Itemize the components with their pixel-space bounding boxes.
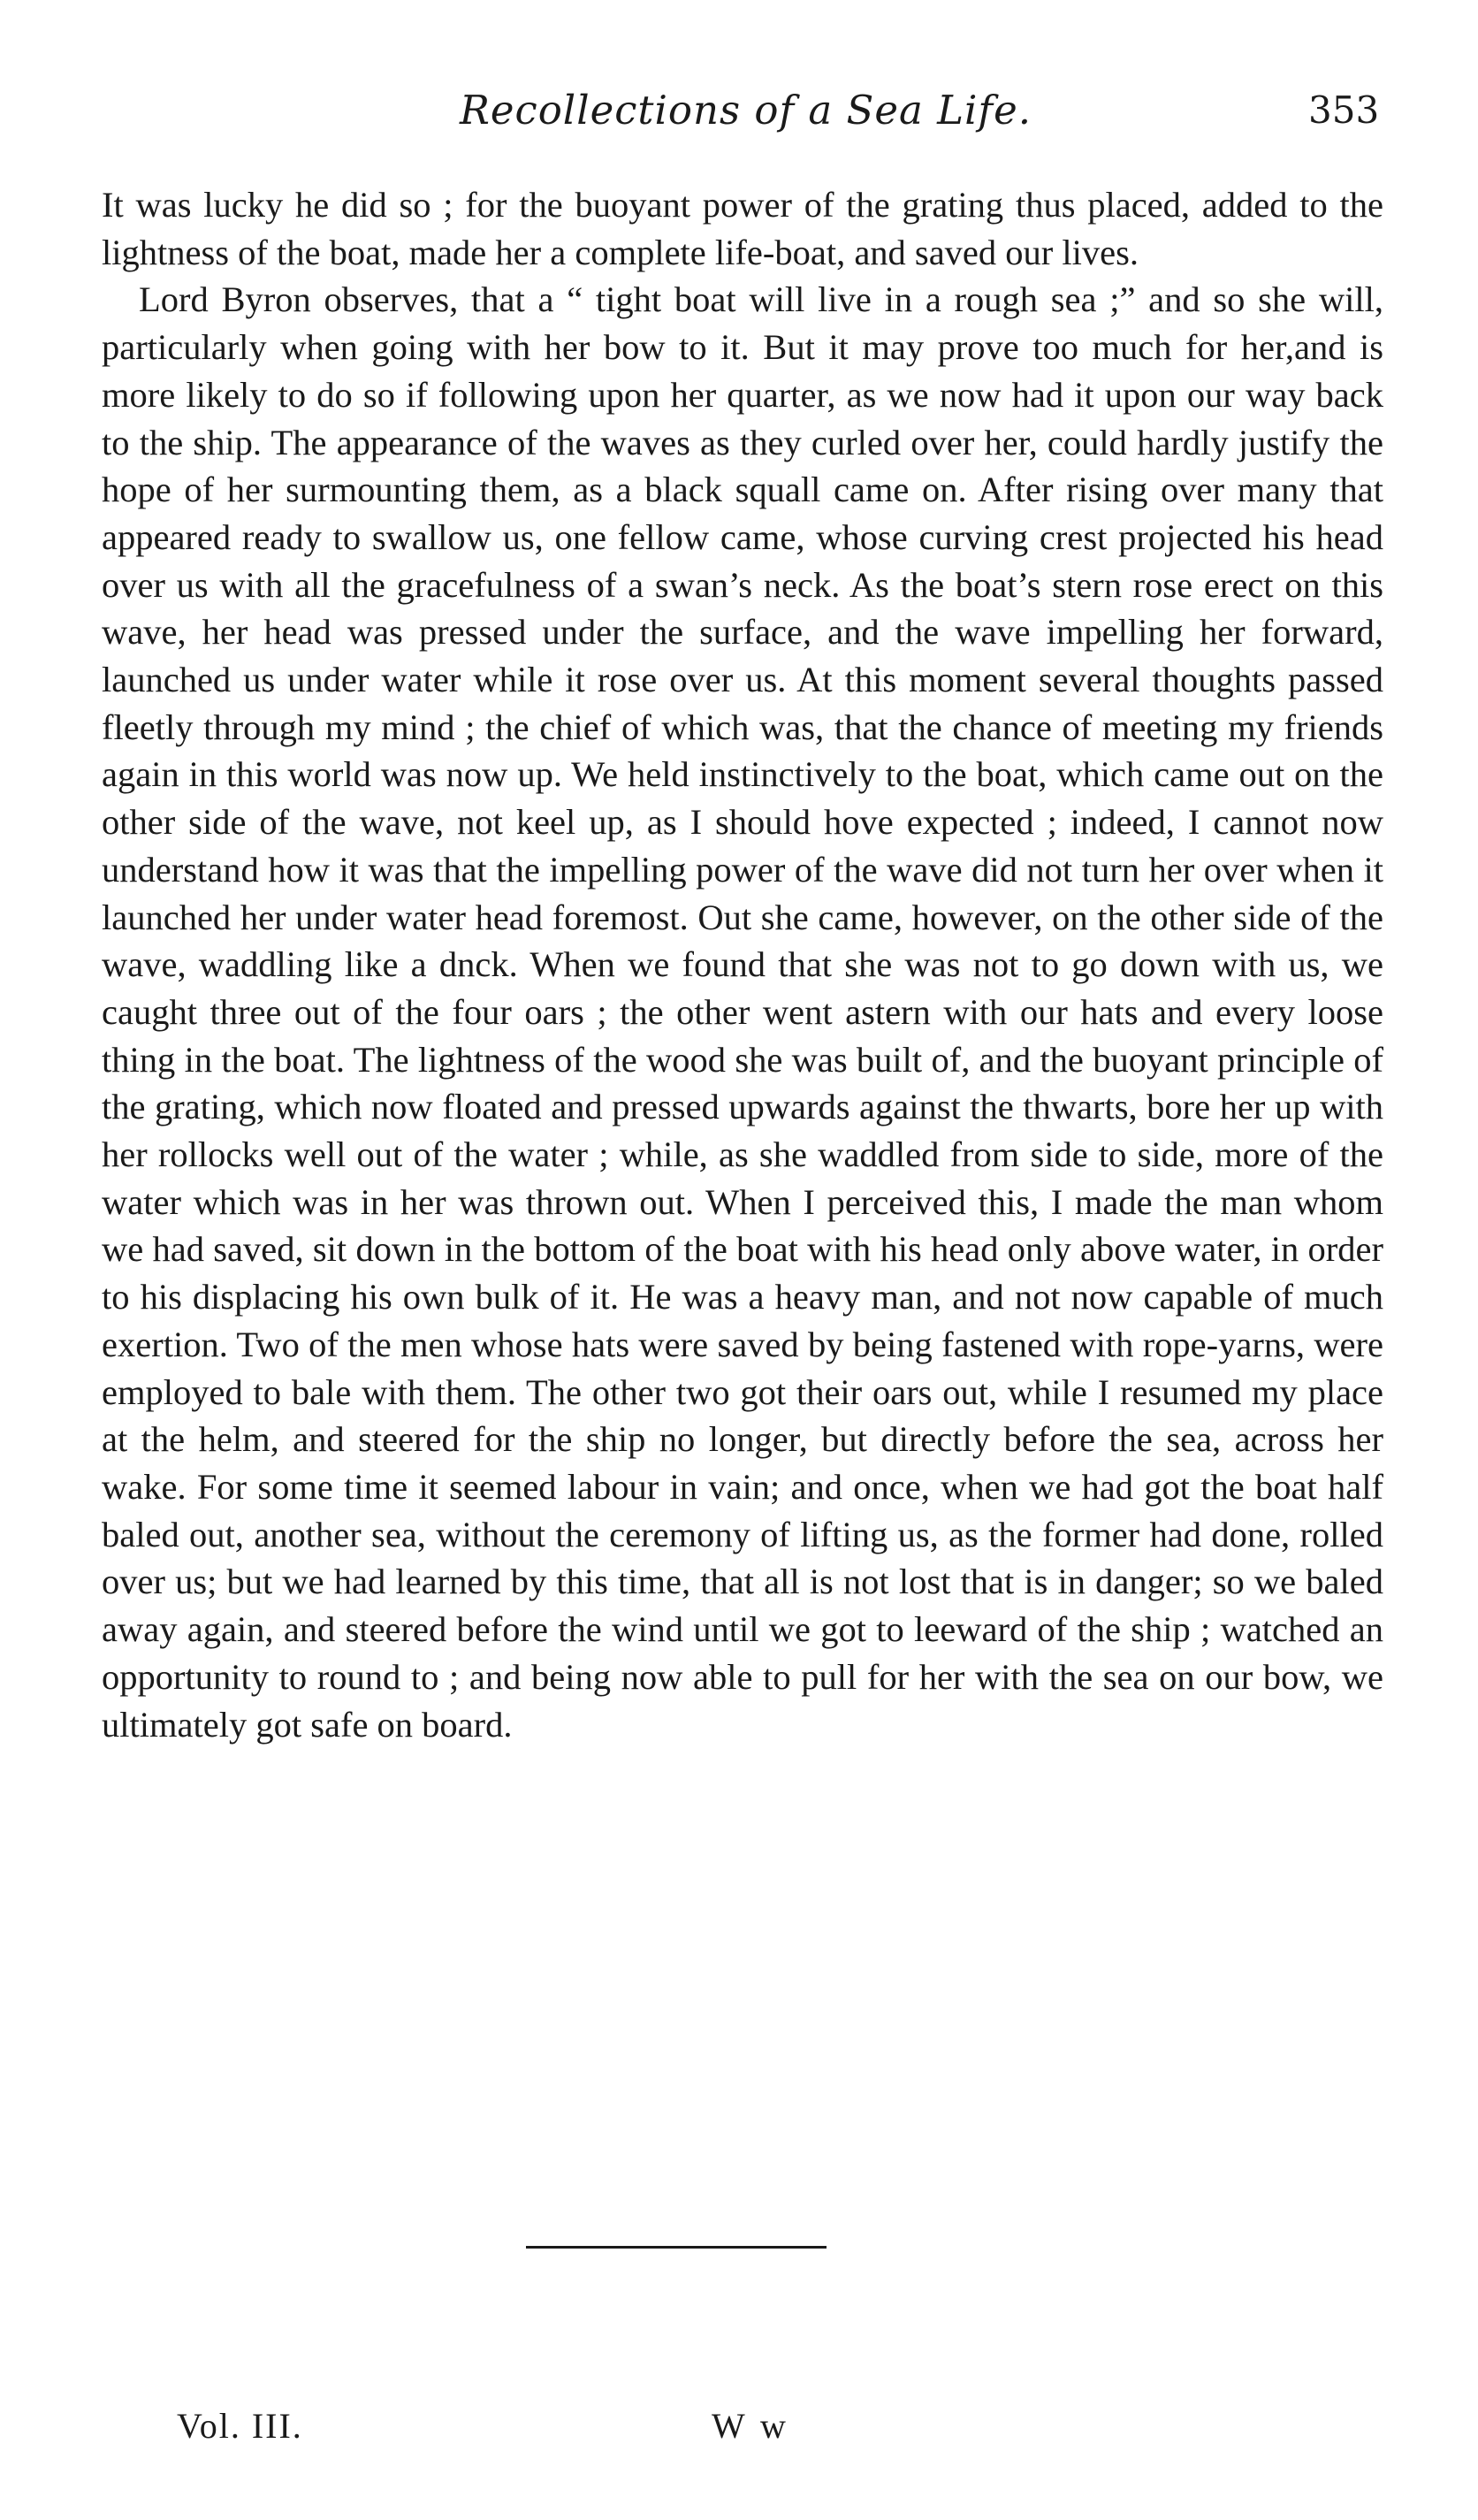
page-number: 353 — [1308, 88, 1380, 132]
paragraph-1: It was lucky he did so ; for the buoyant power of the grating thus placed, added to the lightness of the boat, made her a complete life-boat, and saved our lives. — [102, 185, 1383, 272]
volume-label: Vol. III. — [177, 2406, 303, 2446]
body-text — [102, 181, 1383, 1748]
signature-mark: W w — [712, 2406, 789, 2446]
running-title: Recollections of a Sea Life. — [460, 87, 1032, 134]
section-rule — [526, 2246, 827, 2249]
footer — [0, 2405, 1478, 2458]
paragraph-2: Lord Byron observes, that a “ tight boat will live in a rough sea ;” and so she will, particularly when going with her bow to it. But it may prove too much for her,and is more likely to do so if following upon her quarter, as we now had it upon our way back to the ship. The appearance of the waves as they curled over her, could hardly justify the hope of her surmounting them, as a black squall came on. After rising over many that appeared ready to swallow us, one fellow came, whose curving crest projected his head over us with all the gracefulness of a swan’s neck. As the boat’s stern rose erect on this wave, her head was pressed under the surface, and the wave impelling her forward, launched us under water while it rose over us. At this moment several thoughts passed fleetly through my mind ; the chief of which was, that the chance of meeting my friends again in this world was now up. We held instinctively to the boat, which came out on the other side of the wave, not keel up, as I should hove expected ; indeed, I cannot now understand how it was that the impelling power of the wave did not turn her over when it launched her under water head foremost. Out she came, however, on the other side of the wave, waddling like a dnck. When we found that she was not to go down with us, we caught three out of the four oars ; the other went astern with our hats and every loose thing in the boat. The lightness of the wood she was built of, and the buoyant principle of the grating, which now floated and pressed upwards against the thwarts, bore her up with her rollocks well out of the water ; while, as she waddled from side to side, more of the water which was in her was thrown out. When I perceived this, I made the man whom we had saved, sit down in the bottom of the boat with his head only above water, in order to his displacing his own bulk of it. He was a heavy man, and not now capable of much exertion. Two of the men whose hats were saved by being fastened with rope-yarns, were employed to bale with them. The other two got their oars out, while I resumed my place at the helm, and steered for the ship no longer, but directly before the sea, across her wake. For some time it seemed labour in vain; and once, when we had got the boat half baled out, another sea, without the ceremony of lifting us, as the former had done, rolled over us; but we had learned by this time, that all is not lost that is in danger; so we baled away again, and steered before the wind until we got to leeward of the ship ; watched an opportunity to round to ; and being now able to pull for her with the sea on our bow, we ultimately got safe on board. — [102, 279, 1383, 1745]
running-head — [0, 87, 1478, 140]
